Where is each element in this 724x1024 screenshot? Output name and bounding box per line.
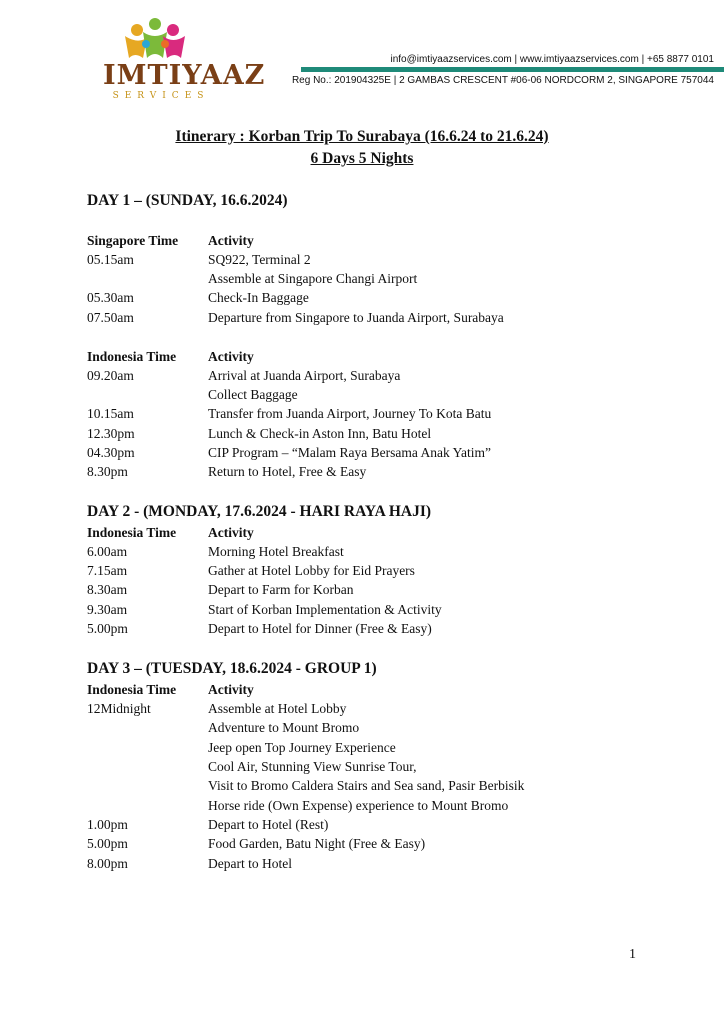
row-activity: SQ922, Terminal 2 xyxy=(208,252,311,267)
activity-column-header: Activity xyxy=(208,233,254,248)
registration-info: Reg No.: 201904325E | 2 GAMBAS CRESCENT #06-06 NORDCORM 2, SINGAPORE 757044 xyxy=(291,75,714,86)
time-column-header: Indonesia Time xyxy=(87,682,177,697)
row-time: 09.20am xyxy=(87,368,134,383)
row-time: 8.30am xyxy=(87,582,128,597)
page-number: 1 xyxy=(629,947,636,962)
company-logo xyxy=(103,14,266,101)
document-subtitle: 6 Days 5 Nights xyxy=(310,150,414,167)
row-activity: Depart to Hotel for Dinner (Free & Easy) xyxy=(208,621,432,636)
row-activity: Food Garden, Batu Night (Free & Easy) xyxy=(208,836,426,851)
row-activity: Gather at Hotel Lobby for Eid Prayers xyxy=(208,563,415,578)
row-activity: Depart to Hotel xyxy=(208,856,292,871)
row-activity: Morning Hotel Breakfast xyxy=(208,544,344,559)
row-time: 12Midnight xyxy=(87,701,151,716)
row-activity: Assemble at Hotel Lobby xyxy=(208,701,347,716)
activity-column-header: Activity xyxy=(208,525,254,540)
row-time: 1.00pm xyxy=(87,817,128,832)
row-activity: Return to Hotel, Free & Easy xyxy=(208,464,367,479)
logo-name: IMTIYAAZ xyxy=(103,60,266,91)
day-heading: DAY 1 – (SUNDAY, 16.6.2024) xyxy=(87,192,288,209)
row-time: 10.15am xyxy=(87,406,134,421)
contact-info: info@imtiyaazservices.com | www.imtiyaazservices.com | +65 8877 0101 xyxy=(390,54,714,65)
row-activity: Start of Korban Implementation & Activity xyxy=(208,602,442,617)
row-time: 5.00pm xyxy=(87,836,128,851)
row-time: 7.15am xyxy=(87,563,128,578)
logo-subtitle: SERVICES xyxy=(112,91,210,101)
row-activity: Arrival at Juanda Airport, Surabaya xyxy=(208,368,401,383)
row-time: 07.50am xyxy=(87,310,134,325)
row-time: 5.00pm xyxy=(87,621,128,636)
row-activity: Depart to Farm for Korban xyxy=(208,582,354,597)
row-activity: Horse ride (Own Expense) experience to Mount Bromo xyxy=(208,798,509,813)
row-time: 12.30pm xyxy=(87,426,135,441)
row-time: 05.30am xyxy=(87,290,134,305)
row-time: 9.30am xyxy=(87,602,128,617)
row-activity: Collect Baggage xyxy=(208,387,298,402)
row-activity: Assemble at Singapore Changi Airport xyxy=(208,271,418,286)
row-activity: Departure from Singapore to Juanda Airport, Surabaya xyxy=(208,310,504,325)
row-activity: Check-In Baggage xyxy=(208,290,309,305)
activity-column-header: Activity xyxy=(208,682,254,697)
row-time: 8.30pm xyxy=(87,464,128,479)
row-activity: Jeep open Top Journey Experience xyxy=(208,740,396,755)
row-time: 05.15am xyxy=(87,252,134,267)
time-column-header: Singapore Time xyxy=(87,233,179,248)
row-activity: Transfer from Juanda Airport, Journey To Kota Batu xyxy=(208,406,492,421)
row-time: 6.00am xyxy=(87,544,128,559)
row-activity: Visit to Bromo Caldera Stairs and Sea sand, Pasir Berbisik xyxy=(208,778,525,793)
day-heading: DAY 2 - (MONDAY, 17.6.2024 - HARI RAYA HAJI) xyxy=(87,503,432,520)
logo-figures-icon xyxy=(103,14,223,64)
day-heading: DAY 3 – (TUESDAY, 18.6.2024 - GROUP 1) xyxy=(87,660,377,677)
row-activity: Adventure to Mount Bromo xyxy=(208,720,360,735)
document-title: Itinerary : Korban Trip To Surabaya (16.6.24 to 21.6.24) xyxy=(175,128,549,145)
row-time: 04.30pm xyxy=(87,445,135,460)
row-time: 8.00pm xyxy=(87,856,128,871)
time-column-header: Indonesia Time xyxy=(87,349,177,364)
header-divider xyxy=(301,67,724,72)
row-activity: Cool Air, Stunning View Sunrise Tour, xyxy=(208,759,417,774)
activity-column-header: Activity xyxy=(208,349,254,364)
time-column-header: Indonesia Time xyxy=(87,525,177,540)
row-activity: Lunch & Check-in Aston Inn, Batu Hotel xyxy=(208,426,432,441)
row-activity: Depart to Hotel (Rest) xyxy=(208,817,329,832)
row-activity: CIP Program – “Malam Raya Bersama Anak Yatim” xyxy=(208,445,491,460)
